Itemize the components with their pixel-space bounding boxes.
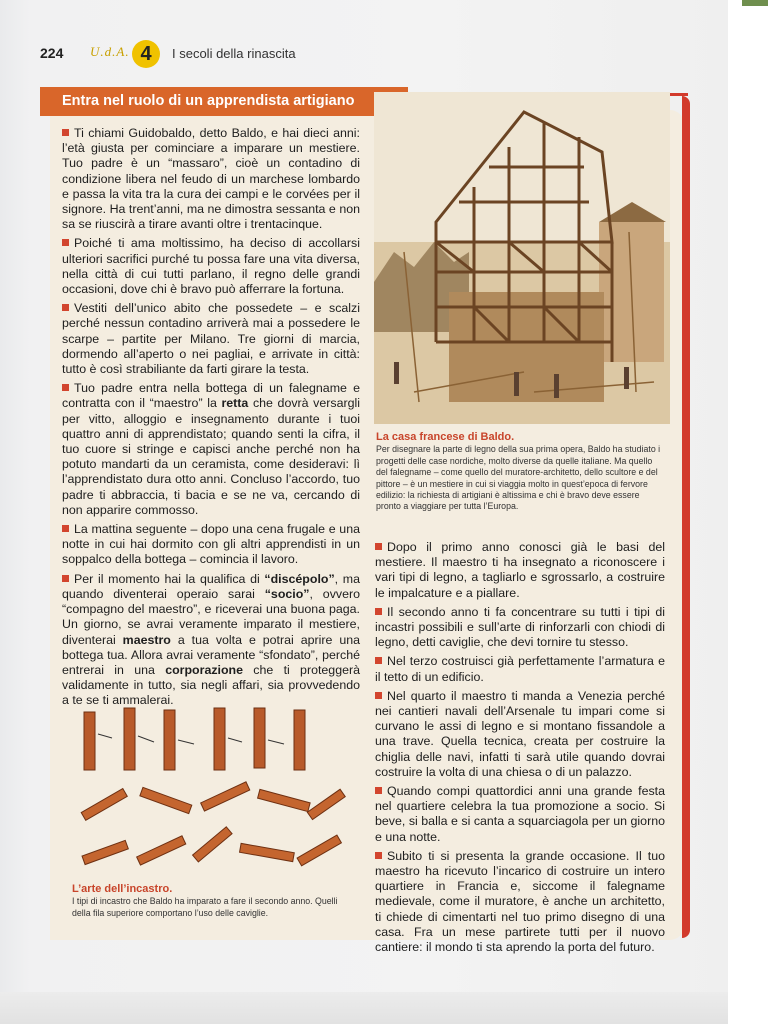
paragraph: Ti chiami Guidobaldo, detto Baldo, e hai dieci anni: l’età giusta per cominciare a imparare un mestiere. Tuo padre è un “massaro”, cioè un contadino di condizione libera nel feudo di un marchese lombardo e passa la vita tra la cura dei campi e le corvées per il signore. Ha trent’anni, ma ne dimostra sessanta e non sa se riuscirà a tirare avanti oltre i trentacinque.	[62, 126, 360, 232]
bullet-square-icon	[375, 657, 382, 664]
paragraph: Poiché ti ama moltissimo, ha deciso di accollarsi ulteriori sacrifici purché tu possa fare una vita diversa, nella città di cui tutti parlano, il regno delle grandi occasioni, dove chi è bravo può afferrare la fortuna.	[62, 236, 360, 297]
bullet-square-icon	[375, 692, 382, 699]
wood-joints-illustration	[70, 700, 362, 880]
paragraph: Nel terzo costruisci già perfettamente l’armatura e il tetto di un edificio.	[375, 654, 665, 684]
paragraph: Tuo padre entra nella bottega di un falegname e contratta con il “maestro” la retta che dovrà versargli per vitto, alloggio e insegnamento durante i tuoi quattro anni di apprendistato; quando senti la cifra, il tuo cuore si stringe e capisci anche perché non ha potuto mandarti da un ceramista, come desideravi: lì l’apprendistato dura otto anni. Concluso l’accordo, tuo padre ti abbraccia, ti bacia e se ne va, cercando di non apparire commosso.	[62, 381, 360, 517]
page-header	[40, 44, 480, 68]
paragraph: Quando compi quattordici anni una grande festa nel quartiere celebra la tua promozione a socio. Si beve, si balla e si canta a squarciagola per un giorno e una notte.	[375, 784, 665, 844]
bullet-square-icon	[375, 543, 382, 550]
bullet-square-icon	[62, 304, 69, 311]
bullet-square-icon	[375, 787, 382, 794]
page-bottom-shadow	[0, 992, 728, 1024]
bullet-square-icon	[62, 525, 69, 532]
text-column-right	[375, 540, 665, 959]
background-edge	[728, 0, 768, 1024]
bullet-square-icon	[375, 852, 382, 859]
text-column-left	[62, 126, 360, 713]
page-number: 224	[40, 45, 64, 61]
house-caption	[376, 432, 666, 513]
box-right-border	[682, 96, 690, 938]
box-title: Entra nel ruolo di un apprendista artigiano	[62, 93, 355, 109]
box-title-bar	[40, 87, 408, 116]
bullet-square-icon	[62, 575, 69, 582]
unit-title: I secoli della rinascita	[172, 46, 296, 61]
background-corner	[742, 0, 768, 6]
house-caption-title: La casa francese di Baldo.	[376, 431, 515, 443]
uda-label: U.d.A.	[90, 44, 130, 59]
paragraph: Per il momento hai la qualifica di “discépolo”, ma quando diventerai operaio sarai “socio”, ovvero “compagno del maestro”, e riceverai una buona paga. Un giorno, se avrai veramente imparato il mestiere, diventerai maestro a tua volta e potrai aprire una bottega tua. Allora avrai veramente “sfondato”, perché entrerai in una corporazione che ti proteggerà validamente in tutto, sia negli affari, sia provvedendo a te se ti ammalerai.	[62, 571, 361, 708]
paragraph: La mattina seguente – dopo una cena frugale e una notte in cui hai dormito con gli altri apprendisti in un soppalco della bottega – comincia il lavoro.	[62, 522, 360, 567]
bullet-square-icon	[62, 239, 69, 246]
joints-caption	[72, 884, 358, 919]
bullet-square-icon	[62, 384, 69, 391]
paragraph: Subito ti si presenta la grande occasione. Il tuo maestro ha ricevuto l’incarico di costruire un intero quartiere in Francia e, siccome il falegname medievale, come il muratore, è anche un architetto, ti chiede di cimentarti nel tuo primo disegno di una casa. Fra un mese partirete tutti per il nuovo cantiere: il mondo ti sta aprendo la porta del futuro.	[375, 848, 665, 955]
house-caption-text: Per disegnare la parte di legno della sua prima opera, Baldo ha studiato i progetti delle case nordiche, molto diverse da quelle italiane. Ma quello del falegname – come quello del muratore-architetto, dello scultore e del pittore – è un mestiere in cui si viaggia molto in quest’epoca di fervore edilizio: la richiesta di artigiani è altissima e chi è bravo deve essere pronto a viaggiare per tutta l’Europa.	[376, 444, 661, 512]
joints-caption-text: I tipi di incastro che Baldo ha imparato a fare il secondo anno. Quelli della fila superiore comportano l’uso delle caviglie.	[72, 896, 338, 918]
timber-house-illustration	[374, 92, 670, 424]
unit-number-badge: 4	[132, 40, 160, 68]
bullet-square-icon	[375, 608, 382, 615]
paragraph: Nel quarto il maestro ti manda a Venezia perché nei cantieri navali dell’Arsenale tu impari come si curvano le assi di legno e si montano fissandole a una trave. Quella tecnica, creata per costruire la chiglia delle navi, infatti ti sarà utile quando dovrai costruire la volta di una chiesa o di un palazzo.	[375, 688, 665, 779]
joints-caption-title: L’arte dell’incastro.	[72, 883, 173, 895]
bullet-square-icon	[62, 129, 69, 136]
paragraph: Vestiti dell’unico abito che possedete – e scalzi perché nessun contadino arriverà mai a possedere le scarpe – partite per Milano. Tre giorni di marcia, dormendo all’aperto o nei pagliai, e arrivate in città: tutto è così strabiliante da farti girare la testa.	[62, 301, 360, 377]
paragraph: Il secondo anno ti fa concentrare su tutti i tipi di incastri possibili e sull’arte di rinforzarli con chiodi di legno, detti caviglie, che devi tornire tu stesso.	[375, 604, 665, 650]
paragraph: Dopo il primo anno conosci già le basi del mestiere. Il maestro ti ha insegnato a riconoscere i vari tipi di legno, a tagliarlo e sgrossarlo, a costruire le impalcature e a piallare.	[375, 540, 665, 600]
